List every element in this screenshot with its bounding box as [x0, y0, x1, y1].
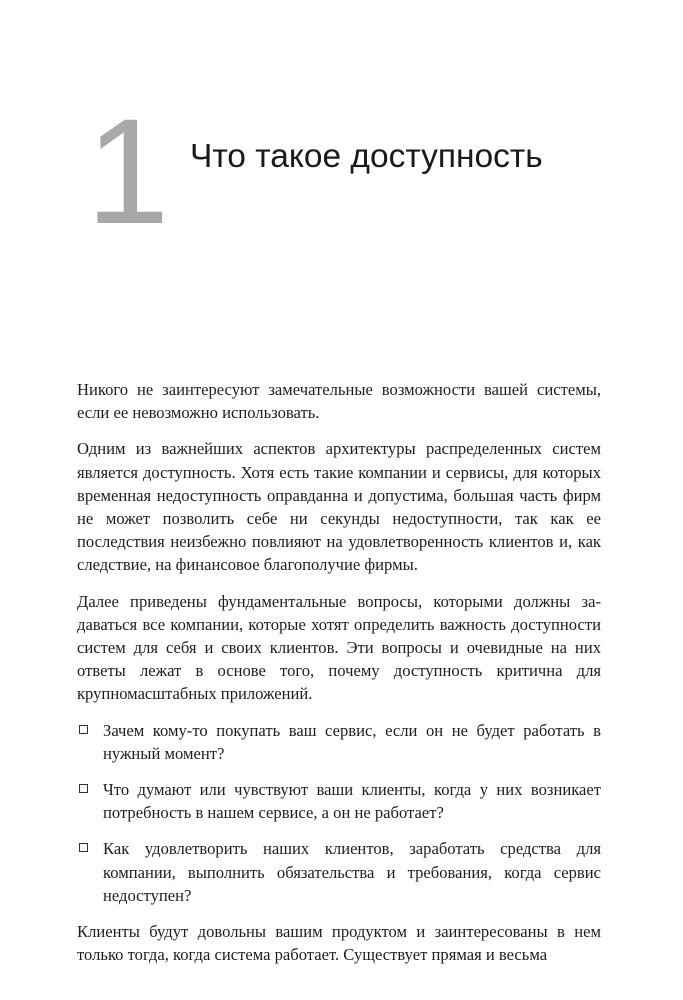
list-item-text: Что думают или чувствуют ваши клиенты, когда у них возникает потребность в нашем сервисе, а он не работает?	[103, 780, 601, 823]
paragraph-clients: Клиенты будут довольны вашим продуктом и заинтересованы в нем только тогда, когда система работает. Существует прямая и весьма	[77, 922, 601, 965]
paragraph-intro: Никого не заинтересуют замечательные возможности вашей системы, если ее невозможно использовать.	[77, 380, 601, 423]
chapter-title: Что такое доступность	[190, 138, 543, 175]
list-item-text: Как удовлетворить наших клиентов, заработать средства для компании, выполнить обязательства и требования, когда сервис недоступен?	[103, 839, 601, 905]
checkbox-bullet-icon	[79, 725, 88, 734]
questions-list	[77, 719, 601, 907]
list-item	[77, 778, 601, 824]
list-item-text: Зачем кому-то покупать ваш сервис, если он не будет работать в нужный момент?	[103, 720, 601, 763]
paragraph-questions-intro: Далее приведены фундаментальные вопросы, которыми должны задаваться все компании, которые хотят определить важность доступности систем для себя и своих клиентов. Эти вопросы и очевидные на них ответы лежат в основе того, почему доступность критична для крупномасштабных приложений.	[77, 591, 601, 704]
body-text	[77, 378, 601, 979]
paragraph-availability: Одним из важнейших аспектов архитектуры распределенных систем является доступность. Хотя есть такие компании и сервисы, для которых временная недоступность оправданна и допустима, большая часть фирм не может позволить себе ни секунды недоступности, так как ее последствия неизбежно повлияют на удовлетворенность клиентов и, как следствие, на финансовое благополучие фирмы.	[77, 439, 601, 575]
checkbox-bullet-icon	[79, 843, 88, 852]
chapter-number: 1	[86, 87, 170, 255]
list-item	[77, 719, 601, 765]
checkbox-bullet-icon	[79, 784, 88, 793]
list-item	[77, 837, 601, 907]
